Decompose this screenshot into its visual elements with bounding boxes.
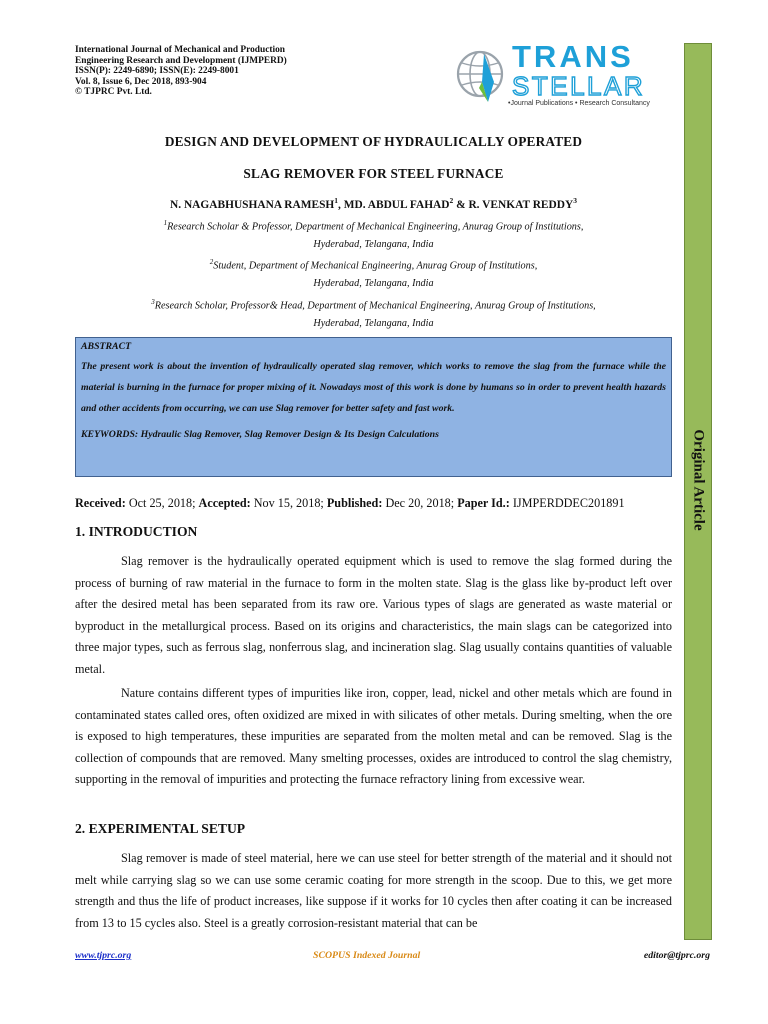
author-list — [75, 196, 672, 211]
affiliation-3-location: Hyderabad, Telangana, India — [313, 318, 434, 329]
journal-info-line: International Journal of Mechanical and Production — [75, 45, 285, 55]
paper-title-line-2: SLAG REMOVER FOR STEEL FURNACE — [243, 166, 504, 181]
accepted-label: Accepted: — [198, 496, 251, 510]
publication-dates — [75, 496, 672, 511]
abstract-keywords: KEYWORDS: Hydraulic Slag Remover, Slag Remover Design & Its Design Calculations — [81, 428, 439, 440]
journal-info — [75, 45, 405, 98]
journal-info-line: Vol. 8, Issue 6, Dec 2018, 893-904 — [75, 76, 207, 87]
affiliation-mark: 3 — [151, 298, 155, 306]
transstellar-logo — [450, 39, 675, 114]
affiliation-text: Research Scholar, Professor& Head, Department of Mechanical Engineering, Anurag Group of Institutions, — [154, 300, 596, 312]
affiliation-mark: 2 — [209, 258, 214, 266]
affiliation-1 — [75, 219, 672, 232]
logo-tagline: •Journal Publications • Research Consultancy — [508, 100, 650, 107]
affiliation-text: Student, Department of Mechanical Engineering, Anurag Group of Institutions, — [213, 260, 538, 272]
accepted-date: Nov 15, 2018; — [250, 496, 327, 510]
footer-scopus-note: SCOPUS Indexed Journal — [313, 950, 421, 961]
section-heading-experimental-setup: 2. EXPERIMENTAL SETUP — [75, 821, 246, 836]
received-date: Oct 25, 2018; — [125, 496, 199, 510]
paper-id: IJMPERDDEC201891 — [509, 496, 625, 510]
section-heading-introduction: 1. INTRODUCTION — [75, 524, 198, 539]
author-name: R. VENKAT REDDY — [468, 198, 574, 211]
paragraph: Slag remover is the hydraulically operated equipment which is used to remove the slag formed during the process of burning of raw material in the furnace to form in the molten state. Slag is the glass like by-product left over after the desired metal has been separated from its raw ore. Various types of slags are generated as waste material or byproduct in the metallurgical process. Based on its origins and characteristics, the main slags can be categorized into three major types, such as ferrous slag, nonferrous slag, and incineration slag. Slag usually contains quantities of valuable metal. — [75, 554, 672, 676]
paper-id-label: Paper Id.: — [457, 496, 510, 510]
author-affiliation-mark: 3 — [573, 196, 577, 205]
author-name: MD. ABDUL FAHAD — [343, 198, 450, 211]
footer-website-link[interactable]: www.tjprc.org — [75, 950, 132, 961]
affiliation-text: Research Scholar & Professor, Department of Mechanical Engineering, Anurag Group of Institutions, — [167, 221, 584, 233]
author-affiliation-mark: 1 — [334, 196, 339, 205]
abstract-heading: ABSTRACT — [81, 341, 132, 352]
abstract-box — [75, 337, 672, 477]
published-date: Dec 20, 2018; — [382, 496, 458, 510]
author-separator: & — [453, 198, 469, 211]
paper-title-line-1: DESIGN AND DEVELOPMENT OF HYDRAULICALLY OPERATED — [164, 134, 583, 149]
article-type-label: Original Article — [690, 429, 707, 531]
journal-info-line: ISSN(P): 2249-6890; ISSN(E): 2249-8001 — [75, 66, 239, 77]
received-label: Received: — [75, 496, 126, 510]
footer-email: editor@tjprc.org — [643, 950, 710, 961]
journal-info-line: Engineering Research and Development (IJMPERD) — [75, 55, 287, 66]
paragraph: Slag remover is made of steel material, here we can use steel for better strength of the material and it should not melt while carrying slag so we can use some ceramic coating for more strength in the scoop. Due to this, we get more strength and thus the life of product increases, like suppose if it works for 10 cycles then after coating it can be increased from 13 to 15 cycles also. Steel is a greatly corrosion-resistant material that can be — [75, 851, 672, 930]
author-separator: , — [338, 198, 344, 211]
affiliation-2-location: Hyderabad, Telangana, India — [313, 278, 434, 289]
author-affiliation-mark: 2 — [449, 196, 454, 205]
author-name: N. NAGABHUSHANA RAMESH — [170, 198, 335, 211]
affiliation-2 — [75, 258, 672, 271]
published-label: Published: — [326, 496, 383, 510]
logo-wordmark-stellar: STELLAR — [512, 71, 646, 101]
paragraph: Nature contains different types of impurities like iron, copper, lead, nickel and other metals which are found in contaminated states called ores, often oxidized are mixed in with silicates of other metals. During smelting, when the ore is exposed to high temperatures, these impurities are separated from the molten metal and can be removed. Slag is the collection of compounds that are removed. Many smelting processes, oxides are introduced to control the slag chemistry, supporting in the removal of impurities and protecting the furnace refractory lining from excessive wear. — [75, 686, 672, 787]
journal-info-line: © TJPRC Pvt. Ltd. — [75, 87, 152, 98]
affiliation-3 — [75, 298, 672, 311]
affiliation-1-location: Hyderabad, Telangana, India — [313, 239, 434, 250]
abstract-text: The present work is about the invention of hydraulically operated slag remover, which works to remove the slag from the furnace while the material is burning in the furnace for proper mixing of it. Nowadays most of this work is done by humans so in order to prevent health hazards and other accidents from occurring, we can use Slag remover for better safety and fast work. — [81, 361, 666, 415]
logo-wordmark-trans: TRANS — [512, 39, 634, 74]
globe-icon — [454, 46, 506, 106]
affiliation-mark: 1 — [163, 219, 168, 227]
